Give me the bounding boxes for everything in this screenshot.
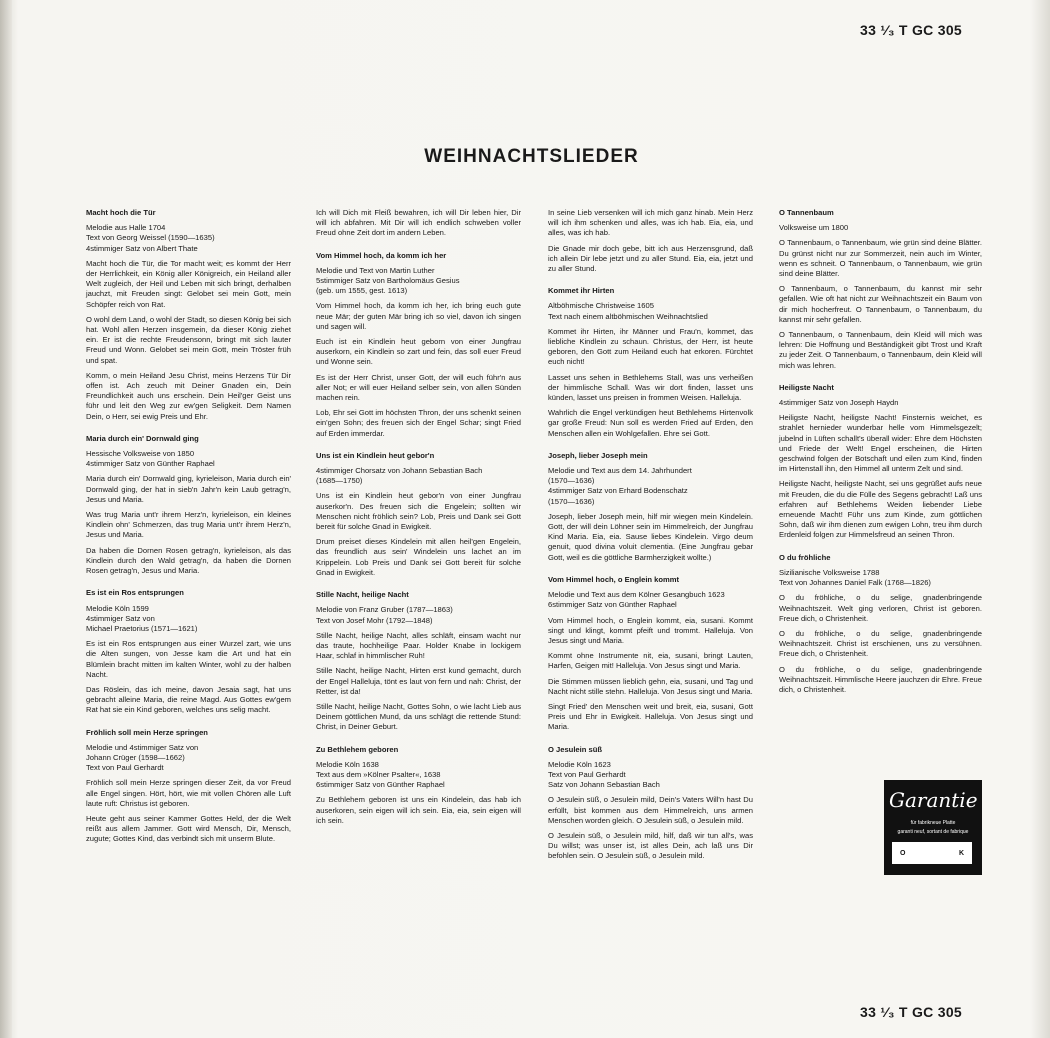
song-title: O du fröhliche	[779, 552, 831, 562]
song-verse: Die Gnade mir doch gebe, bitt ich aus Herzensgrund, daß ich allein Dir lebe jetzt und zu aller Stund. Eia, eia, jetzt und zu aller Stund.	[548, 243, 753, 274]
song-verse: O Jesulein süß, o Jesulein mild, hilf, daß wir tun all's, was Du willst; was unser ist, ist alles Dein, ach laß uns Dir befohlen sein. O Jesulein süß, o Jesulein mild.	[548, 830, 753, 861]
song-verse: Das Röslein, das ich meine, davon Jesaia sagt, hat uns gebracht alleine Maria, die reine Magd. Aus Gottes ew'gem Rat hat sie ein Kind geboren, welches uns selig macht.	[86, 684, 291, 715]
song-verse: O du fröhliche, o du selige, gnadenbringende Weihnachtszeit. Christ ist erschienen, uns zu versühnen. Freue dich, o Christenheit.	[779, 628, 982, 659]
song-verse: Maria durch ein' Dornwald ging, kyrieleison, Maria durch ein' Dornwald ging, der hat in sieb'n Jahr'n kein Laub getrag'n, Jesus und Maria.	[86, 474, 291, 504]
catalog-number-bottom: 33 ¹⁄₃ T GC 305	[859, 1004, 962, 1020]
song-verse: Da haben die Dornen Rosen getrag'n, kyrieleison, als das Kindlein durch den Wald getrag'n, da haben die Dornen Rosen getrag'n, Jesus und Maria.	[86, 545, 291, 576]
song-block	[779, 383, 982, 541]
column-3	[548, 208, 753, 874]
song-block	[548, 575, 753, 733]
song-credits: 4stimmiger Chorsatz von Johann Sebastian Bach (1685—1750)	[316, 466, 483, 486]
song-credits: Melodie aus Halle 1704 Text von Georg Weissel (1590—1635) 4stimmiger Satz von Albert Thate	[86, 223, 215, 253]
song-credits: 4stimmiger Satz von Joseph Haydn	[779, 398, 899, 408]
song-block	[548, 451, 753, 563]
song-verse: O Tannenbaum, o Tannenbaum, dein Kleid will mich was lehren: Die Hoffnung und Beständigkeit gibt Trost und Kraft zu jeder Zeit. O Tannenbaum, o Tannenbaum, dein Kleid will mich was lehren.	[779, 330, 982, 370]
badge-brand: Garantie	[889, 788, 978, 812]
song-block	[779, 553, 982, 695]
song-verse: Stille Nacht, heilige Nacht, alles schläft, einsam wacht nur das traute, hochheilige Paar. Holder Knabe in lockigem Haar, schlaf in himmlischer Ruh!	[316, 630, 521, 661]
song-verse: Macht hoch die Tür, die Tor macht weit; es kommt der Herr der Herrlichkeit, ein König aller Königreich, ein Heiland aller Welt zugleich, der Heil und Leben mit sich bringt, derhalben jauchzt, mit Freuden singt: Gelobet sei mein Gott, mein Schöpfer reich von Rat.	[86, 258, 291, 309]
song-title: Stille Nacht, heilige Nacht	[316, 590, 409, 600]
song-credits: Melodie von Franz Gruber (1787—1863) Text von Josef Mohr (1792—1848)	[316, 605, 453, 625]
song-credits: Melodie Köln 1623 Text von Paul Gerhardt Satz von Johann Sebastian Bach	[548, 759, 660, 790]
song-block	[779, 208, 982, 371]
song-block	[86, 588, 291, 715]
song-verse: Komm, o mein Heiland Jesu Christ, meins Herzens Tür Dir offen ist. Ach zeuch mit Deiner Gnaden ein, Dein Freundlichkeit auch uns erschein. Dein Heil'ger Geist uns führ und leit den Weg zur ew'gen Seligkeit. Dem Namen Dein, o Herr, sei ewig Preis und Ehr.	[86, 370, 291, 421]
song-verse: Ich will Dich mit Fleiß bewahren, ich will Dir leben hier, Dir will ich abfahren. Mit Dir will ich endlich schweben voller Freud ohne Zeit dort im andern Leben.	[316, 208, 521, 238]
guarantee-badge	[884, 780, 982, 875]
song-verse: Wahrlich die Engel verkündigen heut Bethlehems Hirtenvolk gar große Freud: Nun soll es werden Fried auf Erden, den Menschen allen ein Wohlgefallen. Ehre sei Gott.	[548, 408, 753, 438]
song-verse: O Tannenbaum, o Tannenbaum, du kannst mir sehr gefallen. Wie oft hat nicht zur Weihnachtszeit ein Baum von dir mich hocherfreut. O Tannenbaum, o Tannenbaum, du kannst mir sehr gefallen.	[779, 284, 982, 324]
badge-subtitle-1: für fabrikneue Platte	[910, 820, 956, 826]
badge-subtitle-2: garanti neuf, sortant de fabrique	[897, 829, 969, 835]
song-title: Joseph, lieber Joseph mein	[548, 450, 648, 460]
song-credits: Melodie Köln 1599 4stimmiger Satz von Michael Praetorius (1571—1621)	[86, 603, 198, 633]
song-credits: Hessische Volksweise von 1850 4stimmiger Satz von Günther Raphael	[86, 449, 215, 469]
song-verse: Heute geht aus seiner Kammer Gottes Held, der die Welt reißt aus allem Jammer. Gott wird Mensch, Dir, Mensch, zugute; Gottes Kind, das verbindt sich mit unserm Blute.	[86, 813, 291, 844]
song-block	[548, 745, 753, 862]
song-verse: Kommet ihr Hirten, ihr Männer und Frau'n, kommet, das liebliche Kindlein zu schaun. Christus, der Herr, ist heute geboren, den Gott zum Heiland euch hat erkoren. Fürchtet euch nicht!	[548, 326, 753, 367]
song-verse: Zu Bethlehem geboren ist uns ein Kindelein, das hab ich auserkoren, sein eigen will ich sein. Eia, eia, sein eigen will ich sein.	[316, 795, 521, 825]
song-verse: Singt Fried' den Menschen weit und breit, eia, susani, Gott Preis und Ehr in Ewigkeit. Halleluja. Von Jesus singt und Maria.	[548, 701, 753, 732]
badge-box-left: O	[900, 850, 906, 857]
song-verse: O du fröhliche, o du selige, gnadenbringende Weihnachtszeit. Welt ging verloren, Christ ist geboren. Freue dich, o Christenheit.	[779, 593, 982, 623]
song-title: O Jesulein süß	[548, 744, 603, 754]
song-verse: Die Stimmen müssen lieblich gehn, eia, susani, und Tag und Nacht nicht stille stehn. Halleluja. Von Jesus singt und Maria.	[548, 676, 753, 696]
song-block	[316, 451, 521, 578]
song-title: Zu Bethlehem geboren	[316, 744, 399, 754]
song-verse: Es ist der Herr Christ, unser Gott, der will euch führ'n aus aller Not; er will euer Heiland selber sein, von allen Sünden machen rein.	[316, 372, 521, 403]
song-block	[86, 208, 291, 422]
song-verse: O du fröhliche, o du selige, gnadenbringende Weihnachtszeit. Himmlische Heere jauchzen dir Ehre. Freue dich, o Christenheit.	[779, 664, 982, 694]
song-verse: Stille Nacht, heilige Nacht, Gottes Sohn, o wie lacht Lieb aus Deinem göttlichen Mund, da uns schlägt die rettende Stund: Christ, in Deiner Geburt.	[316, 701, 521, 732]
song-title: Heiligste Nacht	[779, 382, 834, 392]
song-credits: Melodie und Text aus dem 14. Jahrhundert (1570—1636) 4stimmiger Satz von Erhard Bodenschatz (1570—1636)	[548, 466, 692, 506]
song-verse: Kommt ohne Instrumente nit, eia, susani, bringt Lauten, Harfen, Geigen mit! Halleluja. Von Jesus singt und Maria.	[548, 651, 753, 671]
song-block	[548, 286, 753, 439]
song-credits: Sizilianische Volksweise 1788 Text von Johannes Daniel Falk (1768—1826)	[779, 567, 931, 588]
song-verse: Es ist ein Ros entsprungen aus einer Wurzel zart, wie uns die Alten sungen, von Jesse kam die Art und hat ein Blümlein bracht mitten im kalten Winter, wohl zu der halben Nacht.	[86, 639, 291, 679]
song-block	[316, 251, 521, 439]
song-title: Kommet ihr Hirten	[548, 286, 615, 296]
song-verse: Fröhlich soll mein Herze springen dieser Zeit, da vor Freud alle Engel singen. Hört, hört, wie mit vollen Chören alle Luft laute ruft: Christus ist geboren.	[86, 778, 291, 808]
song-verse: Euch ist ein Kindlein heut geborn von einer Jungfrau auserkorn, ein Kindlein so zart und fein, das soll euer Freud und Wonne sein.	[316, 337, 521, 367]
song-verse: Lasset uns sehen in Bethlehems Stall, was uns verheißen der himmlische Schall. Was wir dort finden, lasset uns künden, lasset uns preisen in frommen Weisen. Halleluja.	[548, 372, 753, 403]
song-title: Maria durch ein' Dornwald ging	[86, 433, 199, 443]
song-verse: Vom Himmel hoch, o Englein kommt, eia, susani. Kommt singt und klingt, kommt pfeift und trommt. Halleluja. Von Jesus singt und Maria.	[548, 615, 753, 645]
badge-checkbox-area	[892, 842, 972, 864]
song-credits: Melodie und 4stimmiger Satz von Johann Crüger (1598—1662) Text von Paul Gerhardt	[86, 742, 199, 773]
catalog-number-top: 33 ¹⁄₃ T GC 305	[859, 22, 962, 38]
song-verse: Stille Nacht, heilige Nacht, Hirten erst kund gemacht, durch der Engel Halleluja, tönt es laut von fern und nah: Christ, der Retter, ist da!	[316, 666, 521, 696]
song-block	[316, 208, 521, 239]
song-verse: Vom Himmel hoch, da komm ich her, ich bring euch gute neue Mär; der guten Mär bring ich so viel, davon ich singen und sagen will.	[316, 301, 521, 331]
song-verse: O Tannenbaum, o Tannenbaum, wie grün sind deine Blätter. Du grünst nicht nur zur Sommerzeit, nein auch im Winter, wenn es schneit. O Tannenbaum, o Tannenbaum, wie grün sind deine Blätter.	[779, 238, 982, 279]
song-verse: In seine Lieb versenken will ich mich ganz hinab. Mein Herz will ich ihm schenken und alles, was ich hab. Eia, eia, und alles, was ich hab.	[548, 208, 753, 238]
song-block	[548, 208, 753, 274]
song-block	[316, 745, 521, 826]
song-verse: Heiligste Nacht, heiligste Nacht, sei uns gegrüßet aufs neue mit Freuden, die du die Fülle des Segens gebracht! Laß uns erfahren auf Bethlehems Weiden liebender Liebe erneuende Macht! Führ uns zum Kinde, zum göttlichen Sohn, daß wir ihm dienen zum ewigen Lohn, treu ihm durch Erdenleid folgen zur Himmelsfreud an seinen Thron.	[779, 479, 982, 540]
song-title: Es ist ein Ros entsprungen	[86, 588, 184, 598]
song-block	[86, 728, 291, 845]
song-credits: Melodie und Text von Martin Luther 5stimmiger Satz von Bartholomäus Gesius (geb. um 1555, gest. 1613)	[316, 265, 460, 296]
song-verse: Heiligste Nacht, heiligste Nacht! Finsternis weichet, es strahlet hernieder wunderbar helle vom Himmelsgezelt; jubelnd in Lüften schallt's überall wider: Ehre dem Höchsten und Friede der Welt! Engel erscheinen, die Hirten geschwind folgen der Botschaft und eilen zum Kind, finden im Hirtenstall ihn, den Himmel all unterm Zelt und sind.	[779, 413, 982, 474]
song-title: Uns ist ein Kindlein heut gebor'n	[316, 450, 435, 460]
song-credits: Melodie Köln 1638 Text aus dem »Kölner Psalter«, 1638 6stimmiger Satz von Günther Raphael	[316, 759, 445, 790]
song-verse: Uns ist ein Kindlein heut gebor'n von einer Jungfrau auserkor'n. Des freuen sich die Engelein; sollten wir Menschen nicht fröhlich sein? Lob, Preis und Dank sei Gott bereit für solche Gnad in Ewigkeit.	[316, 491, 521, 532]
song-block	[86, 434, 291, 576]
page-title: WEIHNACHTSLIEDER	[424, 146, 639, 167]
song-title: Vom Himmel hoch, o Englein kommt	[548, 574, 680, 584]
song-verse: Joseph, lieber Joseph mein, hilf mir wiegen mein Kindelein. Gott, der will dein Löhner sein im Himmelreich, der Jungfrau Kind Maria. Eia, eia. Sause liebes Kindelein. Virgo deum genuit, quod divina voluit clementia. (Eine Jungfrau gebar Gott, weil es die göttliche Barmherzigkeit wollte.)	[548, 511, 753, 562]
song-verse: Drum preiset dieses Kindelein mit allen heil'gen Engelein, das freundlich aus sein' Windelein uns lachet an im Krippelein. Lob Preis und Dank sei Gott bereit für solche Gnad in Ewigkeit.	[316, 537, 521, 577]
song-block	[316, 590, 521, 732]
song-verse: Lob, Ehr sei Gott im höchsten Thron, der uns schenkt seinen ein'gen Sohn; des freuen sich der Engel Schar; singt Fried auf Erden immerdar.	[316, 408, 521, 438]
song-verse: O wohl dem Land, o wohl der Stadt, so diesen König bei sich hat. Wohl allen Herzen insgemein, da dieser König ziehet ein. Er ist die rechte Freudensonn, bringt mit sich lauter Freud und Wonn. Gelobet sei mein Gott, mein Tröster früh und spat.	[86, 314, 291, 365]
song-credits: Melodie und Text aus dem Kölner Gesangbuch 1623 6stimmiger Satz von Günther Raphael	[548, 590, 725, 610]
column-1	[86, 208, 291, 857]
column-2	[316, 208, 521, 838]
song-credits: Volksweise um 1800	[779, 223, 849, 233]
song-verse: O Jesulein süß, o Jesulein mild, Dein's Vaters Will'n hast Du erfüllt, bist kommen aus dem Himmelreich, uns armen Menschen worden gleich. O Jesulein süß, o Jesulein mild.	[548, 795, 753, 825]
song-title: Fröhlich soll mein Herze springen	[86, 727, 208, 737]
song-credits: Altböhmische Christweise 1605 Text nach einem altböhmischen Weihnachtslied	[548, 301, 708, 321]
badge-box-right: K	[958, 850, 964, 857]
song-verse: Was trug Maria unt'r ihrem Herz'n, kyrieleison, ein kleines Kindlein ohn' Schmerzen, das trug Maria unt'r ihrem Herz'n, Jesus und Maria.	[86, 510, 291, 540]
song-title: O Tannenbaum	[779, 208, 834, 217]
column-4	[779, 208, 982, 707]
song-title: Macht hoch die Tür	[86, 208, 156, 217]
song-title: Vom Himmel hoch, da komm ich her	[316, 250, 447, 260]
